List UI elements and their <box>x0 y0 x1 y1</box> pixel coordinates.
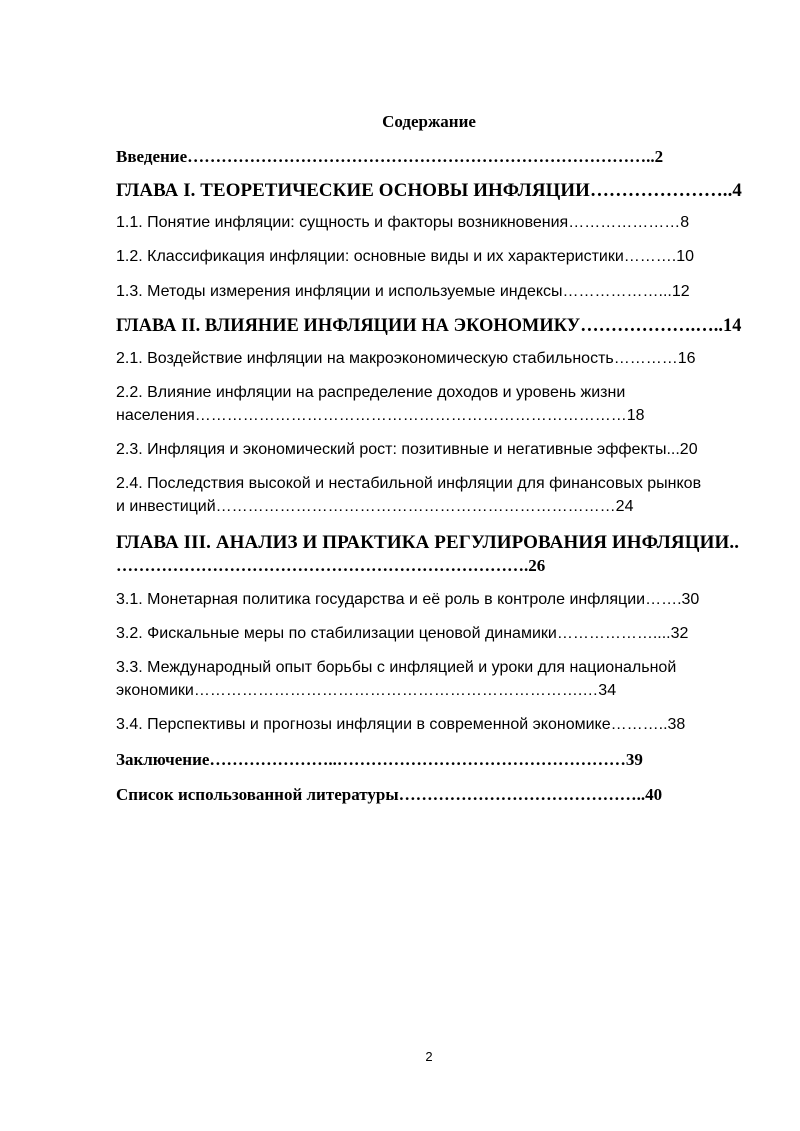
toc-entry-conclusion: Заключение…………………..……………………………………………39 <box>116 750 643 769</box>
toc-entry-1-1: 1.1. Понятие инфляции: сущность и факторы возникновения…………………8 <box>116 214 690 231</box>
toc-entry-chapter-3-line-1: ГЛАВА III. АНАЛИЗ И ПРАКТИКА РЕГУЛИРОВАНИЯ ИНФЛЯЦИИ.. <box>116 532 740 553</box>
toc-entry-1-3: 1.3. Методы измерения инфляции и используемые индексы………………...12 <box>116 283 690 300</box>
toc-entry-3-1: 3.1. Монетарная политика государства и её роль в контроле инфляции…….30 <box>116 591 700 608</box>
toc-entry-2-2-line-2: населения………………………………………………………………………18 <box>116 407 645 424</box>
toc-entry-2-3: 2.3. Инфляция и экономический рост: позитивные и негативные эффекты...20 <box>116 441 698 458</box>
toc-entry-chapter-2: ГЛАВА II. ВЛИЯНИЕ ИНФЛЯЦИИ НА ЭКОНОМИКУ……………….…..14 <box>116 315 742 336</box>
toc-entry-3-3-line-1: 3.3. Международный опыт борьбы с инфляцией и уроки для национальной <box>116 659 677 676</box>
toc-entry-1-2: 1.2. Классификация инфляции: основные виды и их характеристики……….10 <box>116 248 695 265</box>
toc-entry-3-4: 3.4. Перспективы и прогнозы инфляции в современной экономике………..38 <box>116 716 686 733</box>
toc-entry-chapter-1: ГЛАВА I. ТЕОРЕТИЧЕСКИЕ ОСНОВЫ ИНФЛЯЦИИ…………………..4 <box>116 180 742 201</box>
page-number: 2 <box>425 1049 433 1064</box>
toc-title: Содержание <box>382 112 476 131</box>
toc-entry-2-2-line-1: 2.2. Влияние инфляции на распределение доходов и уровень жизни <box>116 384 626 401</box>
toc-entry-bibliography: Список использованной литературы……………………………………..40 <box>116 785 663 804</box>
toc-entry-chapter-3-line-2: ……………………………………………………………….26 <box>116 556 546 575</box>
toc-entry-3-3-line-2: экономики……………………………………………………………….…34 <box>116 682 617 699</box>
toc-entry-2-4-line-1: 2.4. Последствия высокой и нестабильной инфляции для финансовых рынков <box>116 475 702 492</box>
toc-entry-introduction: Введение………………………………………………………………………..2 <box>116 147 664 166</box>
toc-entry-2-4-line-2: и инвестиций…………………………………………………………………24 <box>116 498 634 515</box>
toc-entry-2-1: 2.1. Воздействие инфляции на макроэкономическую стабильность…………16 <box>116 350 696 367</box>
toc-entry-3-2: 3.2. Фискальные меры по стабилизации ценовой динамики………………....32 <box>116 625 689 642</box>
